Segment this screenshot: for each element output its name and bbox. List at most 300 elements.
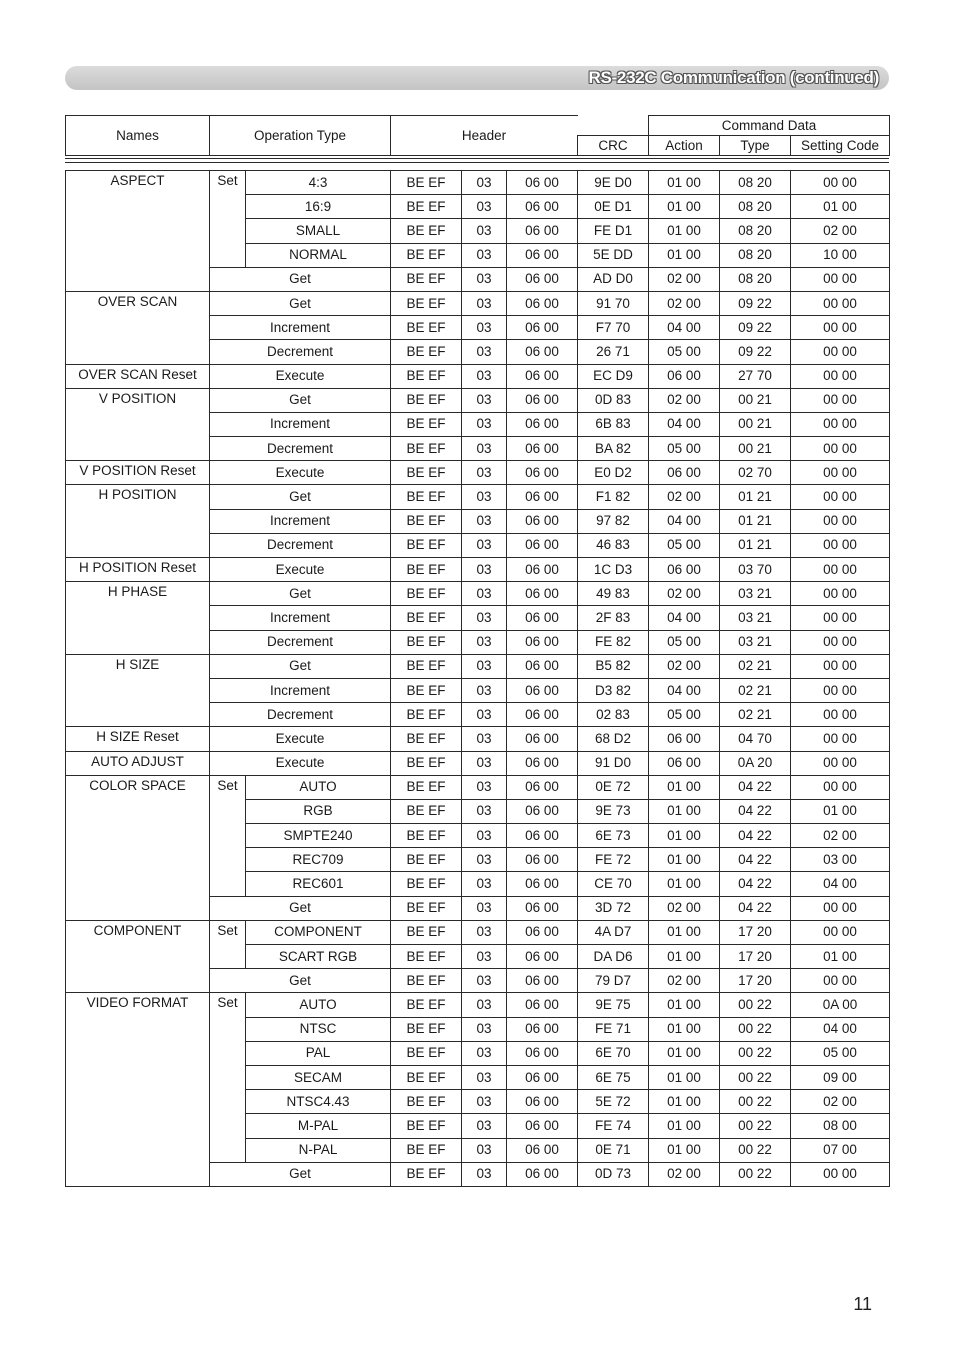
header-bytes-2: 03 — [462, 993, 507, 1017]
operation: Increment — [210, 509, 391, 533]
header-bytes-1: BE EF — [391, 267, 462, 291]
operation: Get — [210, 654, 391, 678]
action-value: 02 00 — [649, 654, 720, 678]
header-bytes-1: BE EF — [391, 412, 462, 436]
setting-code-value: 00 00 — [791, 485, 890, 509]
type-value: 00 22 — [720, 1114, 791, 1138]
operation: Decrement — [210, 533, 391, 557]
operation-option: NTSC — [246, 1017, 391, 1041]
header-bytes-1: BE EF — [391, 1017, 462, 1041]
action-value: 04 00 — [649, 316, 720, 340]
header-bytes-3: 06 00 — [507, 388, 578, 412]
setting-code-value: 00 00 — [791, 364, 890, 388]
col-action: Action — [649, 136, 720, 156]
header-bytes-3: 06 00 — [507, 412, 578, 436]
header-bytes-3: 06 00 — [507, 461, 578, 485]
header-bytes-2: 03 — [462, 630, 507, 654]
setting-code-value: 00 00 — [791, 582, 890, 606]
crc-value: 4A D7 — [578, 920, 649, 944]
header-bytes-2: 03 — [462, 412, 507, 436]
command-table — [65, 170, 890, 1187]
header-bytes-3: 06 00 — [507, 437, 578, 461]
operation: Get — [210, 267, 391, 291]
table-row — [66, 775, 890, 799]
crc-value: F1 82 — [578, 485, 649, 509]
header-bytes-2: 03 — [462, 1162, 507, 1186]
crc-value: 9E D0 — [578, 171, 649, 195]
header-bytes-1: BE EF — [391, 678, 462, 702]
action-value: 05 00 — [649, 630, 720, 654]
crc-value: 5E DD — [578, 243, 649, 267]
action-value: 01 00 — [649, 920, 720, 944]
table-row — [66, 920, 890, 944]
crc-value: 02 83 — [578, 703, 649, 727]
header-bytes-2: 03 — [462, 171, 507, 195]
col-command-data: Command Data — [649, 116, 890, 136]
col-setting-code: Setting Code — [791, 136, 890, 156]
col-names: Names — [66, 116, 210, 156]
header-bytes-2: 03 — [462, 533, 507, 557]
type-value: 03 21 — [720, 606, 791, 630]
type-value: 04 22 — [720, 775, 791, 799]
setting-code-value: 00 00 — [791, 388, 890, 412]
header-bytes-2: 03 — [462, 558, 507, 582]
operation-option: 4:3 — [246, 171, 391, 195]
type-value: 0A 20 — [720, 751, 791, 775]
crc-value: F7 70 — [578, 316, 649, 340]
header-bytes-2: 03 — [462, 485, 507, 509]
crc-value: FE 82 — [578, 630, 649, 654]
header-bytes-1: BE EF — [391, 872, 462, 896]
header-bytes-2: 03 — [462, 1138, 507, 1162]
header-bytes-2: 03 — [462, 316, 507, 340]
crc-value: FE 74 — [578, 1114, 649, 1138]
action-value: 04 00 — [649, 606, 720, 630]
setting-code-value: 02 00 — [791, 219, 890, 243]
table-row — [66, 485, 890, 509]
operation-option: REC709 — [246, 848, 391, 872]
setting-code-value: 09 00 — [791, 1065, 890, 1089]
section-banner — [65, 66, 889, 90]
command-name: V POSITION Reset — [66, 461, 210, 485]
header-bytes-3: 06 00 — [507, 340, 578, 364]
setting-code-value: 00 00 — [791, 969, 890, 993]
crc-value: 9E 75 — [578, 993, 649, 1017]
type-value: 08 20 — [720, 195, 791, 219]
header-bytes-3: 06 00 — [507, 219, 578, 243]
command-name: COMPONENT — [66, 920, 210, 993]
crc-value: 26 71 — [578, 340, 649, 364]
header-bytes-3: 06 00 — [507, 848, 578, 872]
operation: Execute — [210, 364, 391, 388]
setting-code-value: 07 00 — [791, 1138, 890, 1162]
page-number: 11 — [853, 1294, 872, 1314]
action-value: 04 00 — [649, 509, 720, 533]
type-value: 17 20 — [720, 969, 791, 993]
action-value: 01 00 — [649, 195, 720, 219]
type-value: 04 70 — [720, 727, 791, 751]
header-bytes-2: 03 — [462, 219, 507, 243]
setting-code-value: 02 00 — [791, 1090, 890, 1114]
col-crc: CRC — [578, 136, 649, 156]
crc-value: E0 D2 — [578, 461, 649, 485]
crc-value: EC D9 — [578, 364, 649, 388]
action-value: 05 00 — [649, 533, 720, 557]
setting-code-value: 00 00 — [791, 896, 890, 920]
operation: Decrement — [210, 630, 391, 654]
operation: Execute — [210, 558, 391, 582]
type-value: 17 20 — [720, 920, 791, 944]
action-value: 05 00 — [649, 340, 720, 364]
action-value: 05 00 — [649, 703, 720, 727]
operation: Increment — [210, 316, 391, 340]
table-row — [66, 461, 890, 485]
header-bytes-1: BE EF — [391, 1090, 462, 1114]
type-value: 00 22 — [720, 1065, 791, 1089]
header-bytes-2: 03 — [462, 727, 507, 751]
crc-value: 0D 83 — [578, 388, 649, 412]
command-name: H PHASE — [66, 582, 210, 655]
type-value: 00 22 — [720, 1090, 791, 1114]
action-value: 01 00 — [649, 219, 720, 243]
operation-option: SMPTE240 — [246, 824, 391, 848]
setting-code-value: 04 00 — [791, 1017, 890, 1041]
action-value: 02 00 — [649, 1162, 720, 1186]
header-bytes-2: 03 — [462, 1041, 507, 1065]
header-bytes-2: 03 — [462, 969, 507, 993]
setting-code-value: 00 00 — [791, 630, 890, 654]
header-bytes-3: 06 00 — [507, 316, 578, 340]
type-value: 04 22 — [720, 848, 791, 872]
operation: Decrement — [210, 340, 391, 364]
operation: Execute — [210, 727, 391, 751]
crc-value: 9E 73 — [578, 799, 649, 823]
setting-code-value: 00 00 — [791, 1162, 890, 1186]
header-bytes-2: 03 — [462, 824, 507, 848]
setting-code-value: 00 00 — [791, 727, 890, 751]
type-value: 17 20 — [720, 945, 791, 969]
operation-option: NTSC4.43 — [246, 1090, 391, 1114]
header-bytes-1: BE EF — [391, 896, 462, 920]
header-bytes-1: BE EF — [391, 509, 462, 533]
header-bytes-3: 06 00 — [507, 533, 578, 557]
header-bytes-3: 06 00 — [507, 195, 578, 219]
header-bytes-1: BE EF — [391, 485, 462, 509]
type-value: 02 21 — [720, 678, 791, 702]
col-header: Header — [391, 116, 578, 156]
table-row — [66, 364, 890, 388]
type-value: 03 21 — [720, 630, 791, 654]
header-bytes-3: 06 00 — [507, 364, 578, 388]
crc-value: 49 83 — [578, 582, 649, 606]
action-value: 02 00 — [649, 969, 720, 993]
header-bytes-1: BE EF — [391, 461, 462, 485]
table-row — [66, 751, 890, 775]
action-value: 02 00 — [649, 582, 720, 606]
header-bytes-2: 03 — [462, 872, 507, 896]
setting-code-value: 00 00 — [791, 461, 890, 485]
header-bytes-2: 03 — [462, 896, 507, 920]
type-value: 04 22 — [720, 896, 791, 920]
crc-value: 46 83 — [578, 533, 649, 557]
header-bytes-3: 06 00 — [507, 703, 578, 727]
setting-code-value: 00 00 — [791, 509, 890, 533]
type-value: 01 21 — [720, 485, 791, 509]
action-value: 06 00 — [649, 558, 720, 582]
header-bytes-2: 03 — [462, 437, 507, 461]
col-type: Type — [720, 136, 791, 156]
action-value: 01 00 — [649, 1114, 720, 1138]
table-row — [66, 582, 890, 606]
header-bytes-2: 03 — [462, 654, 507, 678]
type-value: 00 22 — [720, 993, 791, 1017]
action-value: 01 00 — [649, 945, 720, 969]
header-bytes-2: 03 — [462, 461, 507, 485]
header-bytes-3: 06 00 — [507, 824, 578, 848]
action-value: 01 00 — [649, 799, 720, 823]
header-bytes-1: BE EF — [391, 775, 462, 799]
crc-value: 3D 72 — [578, 896, 649, 920]
crc-value: 6E 75 — [578, 1065, 649, 1089]
operation-set: Set — [210, 993, 246, 1162]
type-value: 08 20 — [720, 243, 791, 267]
operation-set: Set — [210, 171, 246, 268]
action-value: 01 00 — [649, 1017, 720, 1041]
action-value: 01 00 — [649, 848, 720, 872]
crc-value: 97 82 — [578, 509, 649, 533]
type-value: 00 21 — [720, 412, 791, 436]
header-bytes-2: 03 — [462, 388, 507, 412]
setting-code-value: 00 00 — [791, 437, 890, 461]
setting-code-value: 02 00 — [791, 824, 890, 848]
operation-option: M-PAL — [246, 1114, 391, 1138]
header-bytes-3: 06 00 — [507, 606, 578, 630]
action-value: 01 00 — [649, 1041, 720, 1065]
action-value: 01 00 — [649, 1138, 720, 1162]
header-bytes-1: BE EF — [391, 340, 462, 364]
header-bytes-3: 06 00 — [507, 945, 578, 969]
header-bytes-3: 06 00 — [507, 243, 578, 267]
section-title: RS-232C Communication (continued) — [588, 68, 879, 87]
header-bytes-3: 06 00 — [507, 558, 578, 582]
type-value: 00 22 — [720, 1017, 791, 1041]
header-bytes-1: BE EF — [391, 824, 462, 848]
setting-code-value: 00 00 — [791, 920, 890, 944]
crc-value: CE 70 — [578, 872, 649, 896]
setting-code-value: 08 00 — [791, 1114, 890, 1138]
setting-code-value: 00 00 — [791, 171, 890, 195]
header-bytes-3: 06 00 — [507, 171, 578, 195]
operation-set: Set — [210, 920, 246, 968]
header-bytes-2: 03 — [462, 678, 507, 702]
table-row — [66, 388, 890, 412]
header-bytes-1: BE EF — [391, 1041, 462, 1065]
header-bytes-2: 03 — [462, 920, 507, 944]
header-bytes-1: BE EF — [391, 945, 462, 969]
action-value: 02 00 — [649, 291, 720, 315]
crc-value: FE 72 — [578, 848, 649, 872]
header-bytes-2: 03 — [462, 509, 507, 533]
header-bytes-2: 03 — [462, 606, 507, 630]
header-bytes-3: 06 00 — [507, 920, 578, 944]
header-divider — [65, 158, 889, 163]
operation-option: SCART RGB — [246, 945, 391, 969]
operation: Decrement — [210, 437, 391, 461]
crc-value: 0E D1 — [578, 195, 649, 219]
command-name: VIDEO FORMAT — [66, 993, 210, 1187]
action-value: 04 00 — [649, 412, 720, 436]
header-bytes-1: BE EF — [391, 1114, 462, 1138]
crc-value: 6E 73 — [578, 824, 649, 848]
setting-code-value: 00 00 — [791, 291, 890, 315]
crc-spacer — [578, 116, 649, 136]
crc-value: 6B 83 — [578, 412, 649, 436]
command-name: V POSITION — [66, 388, 210, 461]
command-name: H SIZE Reset — [66, 727, 210, 751]
type-value: 09 22 — [720, 316, 791, 340]
operation: Increment — [210, 678, 391, 702]
action-value: 01 00 — [649, 243, 720, 267]
crc-value: FE D1 — [578, 219, 649, 243]
crc-value: 68 D2 — [578, 727, 649, 751]
crc-value: DA D6 — [578, 945, 649, 969]
setting-code-value: 10 00 — [791, 243, 890, 267]
header-bytes-1: BE EF — [391, 630, 462, 654]
action-value: 06 00 — [649, 364, 720, 388]
operation: Increment — [210, 412, 391, 436]
header-bytes-3: 06 00 — [507, 485, 578, 509]
type-value: 27 70 — [720, 364, 791, 388]
header-bytes-3: 06 00 — [507, 1041, 578, 1065]
setting-code-value: 00 00 — [791, 558, 890, 582]
setting-code-value: 00 00 — [791, 412, 890, 436]
action-value: 01 00 — [649, 824, 720, 848]
operation: Get — [210, 388, 391, 412]
header-bytes-2: 03 — [462, 703, 507, 727]
action-value: 01 00 — [649, 872, 720, 896]
type-value: 00 22 — [720, 1162, 791, 1186]
header-bytes-1: BE EF — [391, 606, 462, 630]
command-name: COLOR SPACE — [66, 775, 210, 920]
header-bytes-1: BE EF — [391, 558, 462, 582]
header-bytes-3: 06 00 — [507, 678, 578, 702]
type-value: 03 70 — [720, 558, 791, 582]
header-bytes-3: 06 00 — [507, 872, 578, 896]
header-bytes-3: 06 00 — [507, 751, 578, 775]
crc-value: 6E 70 — [578, 1041, 649, 1065]
type-value: 04 22 — [720, 824, 791, 848]
header-bytes-1: BE EF — [391, 1162, 462, 1186]
header-bytes-2: 03 — [462, 848, 507, 872]
header-bytes-3: 06 00 — [507, 896, 578, 920]
type-value: 08 20 — [720, 267, 791, 291]
operation-option: NORMAL — [246, 243, 391, 267]
header-bytes-1: BE EF — [391, 1138, 462, 1162]
table-row — [66, 654, 890, 678]
header-bytes-1: BE EF — [391, 1065, 462, 1089]
header-bytes-1: BE EF — [391, 171, 462, 195]
crc-value: 1C D3 — [578, 558, 649, 582]
setting-code-value: 05 00 — [791, 1041, 890, 1065]
crc-value: 91 D0 — [578, 751, 649, 775]
header-bytes-3: 06 00 — [507, 654, 578, 678]
type-value: 08 20 — [720, 171, 791, 195]
operation-option: REC601 — [246, 872, 391, 896]
type-value: 00 21 — [720, 437, 791, 461]
operation-option: PAL — [246, 1041, 391, 1065]
header-bytes-3: 06 00 — [507, 727, 578, 751]
header-bytes-1: BE EF — [391, 582, 462, 606]
crc-value: AD D0 — [578, 267, 649, 291]
setting-code-value: 00 00 — [791, 316, 890, 340]
header-bytes-1: BE EF — [391, 848, 462, 872]
header-bytes-2: 03 — [462, 1017, 507, 1041]
setting-code-value: 00 00 — [791, 533, 890, 557]
header-bytes-1: BE EF — [391, 727, 462, 751]
type-value: 02 21 — [720, 654, 791, 678]
header-bytes-3: 06 00 — [507, 1017, 578, 1041]
type-value: 01 21 — [720, 509, 791, 533]
crc-value: 0D 73 — [578, 1162, 649, 1186]
header-bytes-3: 06 00 — [507, 993, 578, 1017]
setting-code-value: 0A 00 — [791, 993, 890, 1017]
action-value: 06 00 — [649, 461, 720, 485]
setting-code-value: 01 00 — [791, 945, 890, 969]
action-value: 02 00 — [649, 896, 720, 920]
crc-value: FE 71 — [578, 1017, 649, 1041]
type-value: 00 22 — [720, 1138, 791, 1162]
header-bytes-3: 06 00 — [507, 1065, 578, 1089]
operation: Get — [210, 291, 391, 315]
operation: Get — [210, 582, 391, 606]
header-bytes-1: BE EF — [391, 703, 462, 727]
header-bytes-2: 03 — [462, 1065, 507, 1089]
setting-code-value: 00 00 — [791, 606, 890, 630]
header-bytes-1: BE EF — [391, 993, 462, 1017]
action-value: 06 00 — [649, 751, 720, 775]
operation: Increment — [210, 606, 391, 630]
type-value: 09 22 — [720, 340, 791, 364]
header-bytes-3: 06 00 — [507, 630, 578, 654]
table-header — [65, 115, 890, 156]
command-name: H POSITION — [66, 485, 210, 558]
header-bytes-1: BE EF — [391, 291, 462, 315]
command-name: OVER SCAN — [66, 291, 210, 364]
header-bytes-2: 03 — [462, 340, 507, 364]
header-bytes-3: 06 00 — [507, 1162, 578, 1186]
action-value: 06 00 — [649, 727, 720, 751]
crc-value: 2F 83 — [578, 606, 649, 630]
crc-value: 91 70 — [578, 291, 649, 315]
command-name: H SIZE — [66, 654, 210, 727]
operation-option: 16:9 — [246, 195, 391, 219]
setting-code-value: 01 00 — [791, 799, 890, 823]
header-bytes-1: BE EF — [391, 920, 462, 944]
header-bytes-3: 06 00 — [507, 799, 578, 823]
type-value: 02 21 — [720, 703, 791, 727]
action-value: 01 00 — [649, 1090, 720, 1114]
header-bytes-1: BE EF — [391, 195, 462, 219]
operation: Decrement — [210, 703, 391, 727]
setting-code-value: 00 00 — [791, 703, 890, 727]
header-bytes-2: 03 — [462, 243, 507, 267]
header-bytes-1: BE EF — [391, 364, 462, 388]
type-value: 03 21 — [720, 582, 791, 606]
crc-value: 79 D7 — [578, 969, 649, 993]
header-bytes-2: 03 — [462, 291, 507, 315]
operation-option: AUTO — [246, 993, 391, 1017]
type-value: 02 70 — [720, 461, 791, 485]
